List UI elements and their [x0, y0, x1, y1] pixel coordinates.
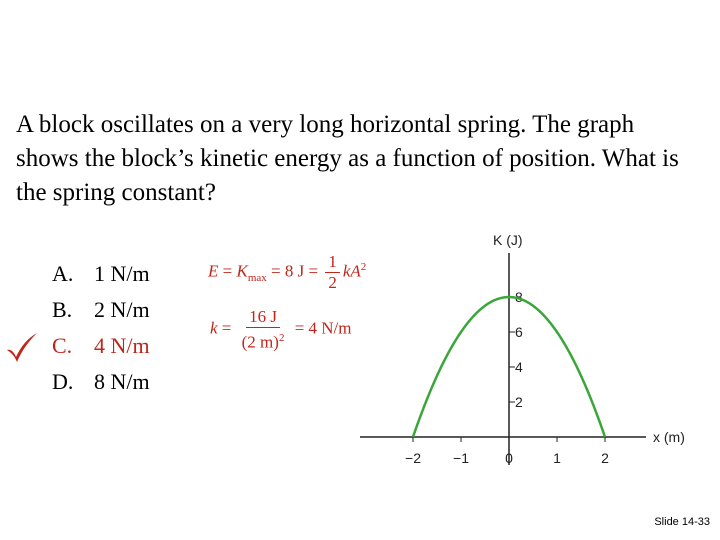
kmax-subscript: max	[247, 271, 267, 284]
kinetic-energy-graph	[350, 225, 720, 475]
fraction-denominator	[239, 328, 288, 353]
energy-symbol: E	[208, 261, 219, 281]
checkmark-icon	[5, 330, 39, 364]
choice-b[interactable]	[52, 292, 150, 328]
k-symbol: k	[210, 318, 218, 338]
fraction-numerator: 1	[325, 252, 340, 273]
question-text: A block oscillates on a very long horizontal spring. The graph shows the block’s kinetic energy as a function of position. What is the spring constant?	[16, 111, 679, 206]
formula-result: = 4 N/m	[290, 318, 352, 338]
fraction-numerator: 16 J	[246, 307, 280, 328]
fraction-k	[239, 307, 288, 353]
choice-d[interactable]	[52, 364, 150, 400]
fraction-half	[325, 252, 340, 293]
choice-text: 8 N/m	[94, 369, 150, 394]
choice-text: 4 N/m	[94, 333, 150, 358]
formula-equals: =	[218, 261, 237, 281]
y-tick-label: 6	[515, 324, 523, 340]
energy-formula	[208, 252, 366, 293]
slide-number: Slide 14-33	[654, 516, 710, 528]
x-axis-label: x (m)	[653, 429, 685, 445]
choice-text: 2 N/m	[94, 297, 150, 322]
answer-choices	[52, 256, 150, 400]
formula-equals: =	[217, 318, 236, 338]
x-tick-label: 2	[601, 450, 609, 466]
x-tick-label: 1	[553, 450, 561, 466]
y-tick-label: 4	[515, 359, 523, 375]
choice-a[interactable]	[52, 256, 150, 292]
fraction-denominator: 2	[328, 273, 337, 292]
x-tick-label: 0	[505, 450, 513, 466]
spring-term: kA	[342, 261, 361, 281]
y-ticks	[509, 289, 523, 410]
y-tick-label: 8	[515, 289, 523, 305]
spring-constant-formula	[210, 307, 352, 353]
exponent: 2	[278, 332, 285, 344]
exponent: 2	[360, 260, 367, 273]
choice-letter: D.	[52, 369, 74, 394]
x-ticks	[405, 437, 609, 466]
x-tick-label: −2	[405, 450, 421, 466]
choice-letter: B.	[52, 297, 73, 322]
choice-text: 1 N/m	[94, 261, 150, 286]
denominator-base: (2 m)	[241, 332, 279, 352]
kinetic-symbol: K	[236, 261, 248, 281]
x-tick-label: −1	[453, 450, 469, 466]
y-tick-label: 2	[515, 394, 523, 410]
y-axis-label: K (J)	[493, 232, 523, 248]
choice-letter: A.	[52, 261, 74, 286]
choice-letter: C.	[52, 333, 73, 358]
choice-c[interactable]	[52, 328, 150, 364]
formula-value: = 8 J =	[266, 261, 323, 281]
